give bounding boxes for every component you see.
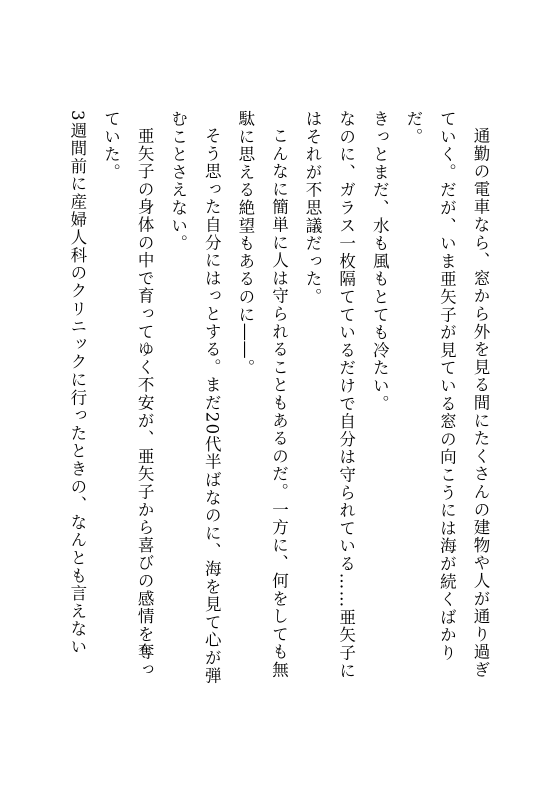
paragraph-7: 3週間前に産婦人科のクリニックに行ったときの、なんとも言えない bbox=[67, 110, 87, 656]
paragraph-6: 亜矢子の身体の中で育ってゆく不安が、亜矢子から喜びの感情を奪っていた。 bbox=[101, 110, 155, 679]
paragraph-4: こんなに簡単に人は守られることもあるのだ。一方に、何をしても無駄に思える絶望もあるのに――。 bbox=[235, 110, 289, 679]
paragraph-1: 通勤の電車なら、窓から外を見る間にたくさんの建物や人が通り過ぎていく。だが、いま亜矢子が見ている窓の向こうには海が続くばかりだ。 bbox=[403, 110, 490, 679]
paragraph-3: なのに、ガラス一枚隔てているだけで自分は守られている……亜矢子にはそれが不思議だった。 bbox=[303, 110, 356, 680]
paragraph-2: きっとまだ、水も風もとても冷たい。 bbox=[370, 110, 390, 413]
vertical-text-body bbox=[57, 110, 497, 695]
paragraph-5: そう思った自分にはっとする。まだ20代半ばなのに、海を見て心が弾むことさえない。 bbox=[168, 110, 222, 685]
